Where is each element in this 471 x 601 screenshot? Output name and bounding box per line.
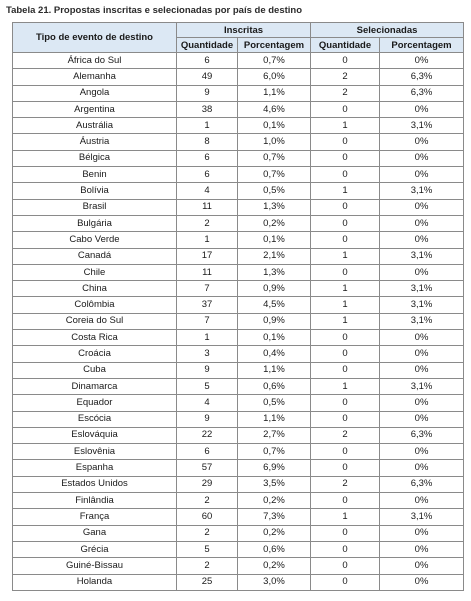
cell-country: Estados Unidos	[13, 476, 177, 492]
cell-selecionadas-porcentagem: 0%	[380, 444, 464, 460]
cell-selecionadas-porcentagem: 0%	[380, 411, 464, 427]
cell-selecionadas-quantidade: 0	[311, 574, 380, 590]
table-row	[13, 183, 464, 199]
cell-selecionadas-quantidade: 0	[311, 134, 380, 150]
cell-country: Finlândia	[13, 493, 177, 509]
cell-inscritas-quantidade: 8	[177, 134, 238, 150]
table-row	[13, 150, 464, 166]
cell-country: Guiné-Bissau	[13, 558, 177, 574]
cell-inscritas-quantidade: 3	[177, 346, 238, 362]
cell-selecionadas-porcentagem: 6,3%	[380, 69, 464, 85]
cell-inscritas-porcentagem: 1,1%	[238, 411, 311, 427]
table-row	[13, 118, 464, 134]
cell-inscritas-porcentagem: 0,6%	[238, 378, 311, 394]
cell-country: Costa Rica	[13, 330, 177, 346]
cell-selecionadas-porcentagem: 0%	[380, 574, 464, 590]
cell-selecionadas-quantidade: 0	[311, 232, 380, 248]
cell-inscritas-porcentagem: 6,9%	[238, 460, 311, 476]
cell-selecionadas-quantidade: 0	[311, 395, 380, 411]
cell-inscritas-porcentagem: 3,0%	[238, 574, 311, 590]
cell-inscritas-porcentagem: 0,5%	[238, 395, 311, 411]
cell-inscritas-quantidade: 11	[177, 199, 238, 215]
cell-inscritas-porcentagem: 0,6%	[238, 541, 311, 557]
cell-inscritas-porcentagem: 0,2%	[238, 493, 311, 509]
cell-inscritas-porcentagem: 0,7%	[238, 167, 311, 183]
cell-selecionadas-quantidade: 1	[311, 183, 380, 199]
cell-inscritas-porcentagem: 1,3%	[238, 199, 311, 215]
table-row	[13, 427, 464, 443]
table-row	[13, 378, 464, 394]
cell-inscritas-porcentagem: 0,1%	[238, 330, 311, 346]
cell-selecionadas-quantidade: 2	[311, 476, 380, 492]
table-row	[13, 362, 464, 378]
cell-country: Holanda	[13, 574, 177, 590]
cell-country: Austrália	[13, 118, 177, 134]
cell-country: Chile	[13, 264, 177, 280]
cell-country: Angola	[13, 85, 177, 101]
cell-country: China	[13, 281, 177, 297]
cell-selecionadas-porcentagem: 0%	[380, 134, 464, 150]
cell-inscritas-porcentagem: 0,2%	[238, 558, 311, 574]
cell-inscritas-porcentagem: 4,5%	[238, 297, 311, 313]
cell-selecionadas-quantidade: 1	[311, 297, 380, 313]
cell-country: Escócia	[13, 411, 177, 427]
cell-country: Bulgária	[13, 215, 177, 231]
table-row	[13, 167, 464, 183]
cell-selecionadas-quantidade: 0	[311, 541, 380, 557]
cell-country: Benin	[13, 167, 177, 183]
cell-inscritas-porcentagem: 1,1%	[238, 362, 311, 378]
cell-inscritas-porcentagem: 0,9%	[238, 281, 311, 297]
cell-inscritas-porcentagem: 0,7%	[238, 53, 311, 69]
header-selecionadas-quantidade: Quantidade	[311, 38, 380, 53]
cell-inscritas-quantidade: 5	[177, 541, 238, 557]
cell-inscritas-quantidade: 2	[177, 525, 238, 541]
table-row	[13, 281, 464, 297]
header-selecionadas-porcentagem: Porcentagem	[380, 38, 464, 53]
table-row	[13, 297, 464, 313]
cell-selecionadas-porcentagem: 0%	[380, 541, 464, 557]
table-row	[13, 493, 464, 509]
cell-inscritas-porcentagem: 0,1%	[238, 118, 311, 134]
cell-selecionadas-quantidade: 0	[311, 411, 380, 427]
cell-selecionadas-porcentagem: 0%	[380, 525, 464, 541]
header-group-selecionadas: Selecionadas	[311, 23, 464, 38]
cell-selecionadas-porcentagem: 0%	[380, 460, 464, 476]
cell-inscritas-quantidade: 60	[177, 509, 238, 525]
table-row	[13, 460, 464, 476]
cell-inscritas-porcentagem: 0,5%	[238, 183, 311, 199]
cell-selecionadas-quantidade: 0	[311, 558, 380, 574]
cell-inscritas-quantidade: 17	[177, 248, 238, 264]
cell-inscritas-quantidade: 1	[177, 232, 238, 248]
cell-inscritas-quantidade: 9	[177, 411, 238, 427]
cell-selecionadas-quantidade: 0	[311, 346, 380, 362]
cell-inscritas-quantidade: 6	[177, 150, 238, 166]
cell-selecionadas-quantidade: 0	[311, 53, 380, 69]
table-row	[13, 101, 464, 117]
cell-selecionadas-porcentagem: 0%	[380, 215, 464, 231]
cell-inscritas-porcentagem: 2,1%	[238, 248, 311, 264]
cell-country: Coreia do Sul	[13, 313, 177, 329]
cell-selecionadas-porcentagem: 0%	[380, 558, 464, 574]
cell-inscritas-porcentagem: 1,1%	[238, 85, 311, 101]
cell-selecionadas-porcentagem: 3,1%	[380, 248, 464, 264]
cell-selecionadas-quantidade: 1	[311, 313, 380, 329]
cell-selecionadas-quantidade: 2	[311, 69, 380, 85]
table-row	[13, 395, 464, 411]
cell-country: Cuba	[13, 362, 177, 378]
header-event-type: Tipo de evento de destino	[13, 23, 177, 53]
cell-inscritas-porcentagem: 7,3%	[238, 509, 311, 525]
table-header	[13, 23, 464, 53]
table-row	[13, 69, 464, 85]
header-inscritas-quantidade: Quantidade	[177, 38, 238, 53]
cell-inscritas-quantidade: 11	[177, 264, 238, 280]
cell-inscritas-quantidade: 7	[177, 281, 238, 297]
table-caption: Tabela 21. Propostas inscritas e selecionadas por país de destino	[6, 5, 303, 16]
cell-inscritas-porcentagem: 3,5%	[238, 476, 311, 492]
cell-selecionadas-quantidade: 0	[311, 460, 380, 476]
cell-country: Bélgica	[13, 150, 177, 166]
cell-selecionadas-porcentagem: 3,1%	[380, 297, 464, 313]
table-body	[13, 53, 464, 591]
cell-country: Equador	[13, 395, 177, 411]
cell-selecionadas-quantidade: 1	[311, 248, 380, 264]
cell-inscritas-quantidade: 49	[177, 69, 238, 85]
cell-inscritas-quantidade: 4	[177, 183, 238, 199]
header-inscritas-porcentagem: Porcentagem	[238, 38, 311, 53]
cell-selecionadas-porcentagem: 3,1%	[380, 509, 464, 525]
cell-inscritas-porcentagem: 0,4%	[238, 346, 311, 362]
cell-selecionadas-quantidade: 2	[311, 427, 380, 443]
cell-inscritas-porcentagem: 0,9%	[238, 313, 311, 329]
cell-selecionadas-quantidade: 0	[311, 215, 380, 231]
cell-country: Bolívia	[13, 183, 177, 199]
cell-selecionadas-porcentagem: 6,3%	[380, 427, 464, 443]
table-row	[13, 248, 464, 264]
table-row	[13, 411, 464, 427]
cell-selecionadas-porcentagem: 0%	[380, 362, 464, 378]
cell-country: Croácia	[13, 346, 177, 362]
cell-inscritas-quantidade: 22	[177, 427, 238, 443]
table-row	[13, 574, 464, 590]
cell-selecionadas-porcentagem: 0%	[380, 346, 464, 362]
cell-inscritas-quantidade: 5	[177, 378, 238, 394]
cell-inscritas-quantidade: 7	[177, 313, 238, 329]
cell-selecionadas-quantidade: 0	[311, 264, 380, 280]
cell-inscritas-porcentagem: 0,2%	[238, 525, 311, 541]
cell-selecionadas-porcentagem: 0%	[380, 330, 464, 346]
cell-country: Eslovênia	[13, 444, 177, 460]
cell-country: Espanha	[13, 460, 177, 476]
cell-country: França	[13, 509, 177, 525]
cell-selecionadas-quantidade: 0	[311, 150, 380, 166]
cell-country: Grécia	[13, 541, 177, 557]
cell-inscritas-porcentagem: 0,7%	[238, 150, 311, 166]
cell-country: Alemanha	[13, 69, 177, 85]
cell-selecionadas-porcentagem: 6,3%	[380, 476, 464, 492]
cell-inscritas-porcentagem: 6,0%	[238, 69, 311, 85]
table-row	[13, 215, 464, 231]
cell-country: Colômbia	[13, 297, 177, 313]
cell-country: Canadá	[13, 248, 177, 264]
table-row	[13, 509, 464, 525]
table-row	[13, 313, 464, 329]
cell-inscritas-porcentagem: 4,6%	[238, 101, 311, 117]
cell-country: Dinamarca	[13, 378, 177, 394]
cell-inscritas-quantidade: 2	[177, 558, 238, 574]
table-row	[13, 541, 464, 557]
table-row	[13, 232, 464, 248]
cell-country: África do Sul	[13, 53, 177, 69]
cell-inscritas-quantidade: 37	[177, 297, 238, 313]
cell-selecionadas-porcentagem: 3,1%	[380, 183, 464, 199]
table-row	[13, 558, 464, 574]
cell-country: Gana	[13, 525, 177, 541]
cell-inscritas-porcentagem: 0,7%	[238, 444, 311, 460]
cell-selecionadas-porcentagem: 0%	[380, 232, 464, 248]
cell-selecionadas-quantidade: 1	[311, 281, 380, 297]
cell-inscritas-quantidade: 29	[177, 476, 238, 492]
cell-inscritas-quantidade: 6	[177, 167, 238, 183]
cell-selecionadas-quantidade: 0	[311, 362, 380, 378]
country-table	[12, 22, 464, 591]
cell-inscritas-quantidade: 25	[177, 574, 238, 590]
cell-inscritas-quantidade: 38	[177, 101, 238, 117]
table-row	[13, 346, 464, 362]
cell-inscritas-quantidade: 2	[177, 215, 238, 231]
cell-inscritas-porcentagem: 2,7%	[238, 427, 311, 443]
table-row	[13, 476, 464, 492]
cell-country: Áustria	[13, 134, 177, 150]
cell-selecionadas-porcentagem: 0%	[380, 101, 464, 117]
cell-selecionadas-quantidade: 0	[311, 493, 380, 509]
table-row	[13, 134, 464, 150]
cell-selecionadas-porcentagem: 3,1%	[380, 281, 464, 297]
cell-selecionadas-porcentagem: 0%	[380, 53, 464, 69]
cell-inscritas-quantidade: 6	[177, 444, 238, 460]
cell-selecionadas-quantidade: 2	[311, 85, 380, 101]
cell-selecionadas-quantidade: 0	[311, 101, 380, 117]
cell-selecionadas-porcentagem: 0%	[380, 395, 464, 411]
cell-inscritas-quantidade: 4	[177, 395, 238, 411]
table-row	[13, 525, 464, 541]
header-group-inscritas: Inscritas	[177, 23, 311, 38]
table-row	[13, 264, 464, 280]
cell-country: Eslováquia	[13, 427, 177, 443]
cell-inscritas-porcentagem: 1,0%	[238, 134, 311, 150]
cell-selecionadas-porcentagem: 0%	[380, 167, 464, 183]
table-row	[13, 330, 464, 346]
cell-selecionadas-quantidade: 0	[311, 199, 380, 215]
cell-selecionadas-porcentagem: 3,1%	[380, 378, 464, 394]
cell-country: Brasil	[13, 199, 177, 215]
table-row	[13, 85, 464, 101]
cell-selecionadas-quantidade: 0	[311, 444, 380, 460]
cell-selecionadas-porcentagem: 0%	[380, 199, 464, 215]
cell-inscritas-quantidade: 57	[177, 460, 238, 476]
cell-selecionadas-quantidade: 0	[311, 167, 380, 183]
cell-country: Cabo Verde	[13, 232, 177, 248]
cell-inscritas-porcentagem: 1,3%	[238, 264, 311, 280]
cell-selecionadas-quantidade: 0	[311, 330, 380, 346]
cell-selecionadas-quantidade: 1	[311, 509, 380, 525]
cell-selecionadas-porcentagem: 6,3%	[380, 85, 464, 101]
cell-inscritas-quantidade: 6	[177, 53, 238, 69]
cell-inscritas-quantidade: 1	[177, 330, 238, 346]
table-row	[13, 53, 464, 69]
cell-selecionadas-porcentagem: 0%	[380, 150, 464, 166]
table-row	[13, 199, 464, 215]
cell-inscritas-porcentagem: 0,1%	[238, 232, 311, 248]
cell-selecionadas-porcentagem: 0%	[380, 264, 464, 280]
cell-inscritas-quantidade: 9	[177, 362, 238, 378]
cell-selecionadas-porcentagem: 0%	[380, 493, 464, 509]
cell-selecionadas-quantidade: 0	[311, 525, 380, 541]
cell-inscritas-porcentagem: 0,2%	[238, 215, 311, 231]
cell-inscritas-quantidade: 9	[177, 85, 238, 101]
cell-selecionadas-quantidade: 1	[311, 118, 380, 134]
cell-selecionadas-porcentagem: 3,1%	[380, 118, 464, 134]
cell-inscritas-quantidade: 1	[177, 118, 238, 134]
cell-selecionadas-quantidade: 1	[311, 378, 380, 394]
table-row	[13, 444, 464, 460]
cell-inscritas-quantidade: 2	[177, 493, 238, 509]
cell-country: Argentina	[13, 101, 177, 117]
cell-selecionadas-porcentagem: 3,1%	[380, 313, 464, 329]
